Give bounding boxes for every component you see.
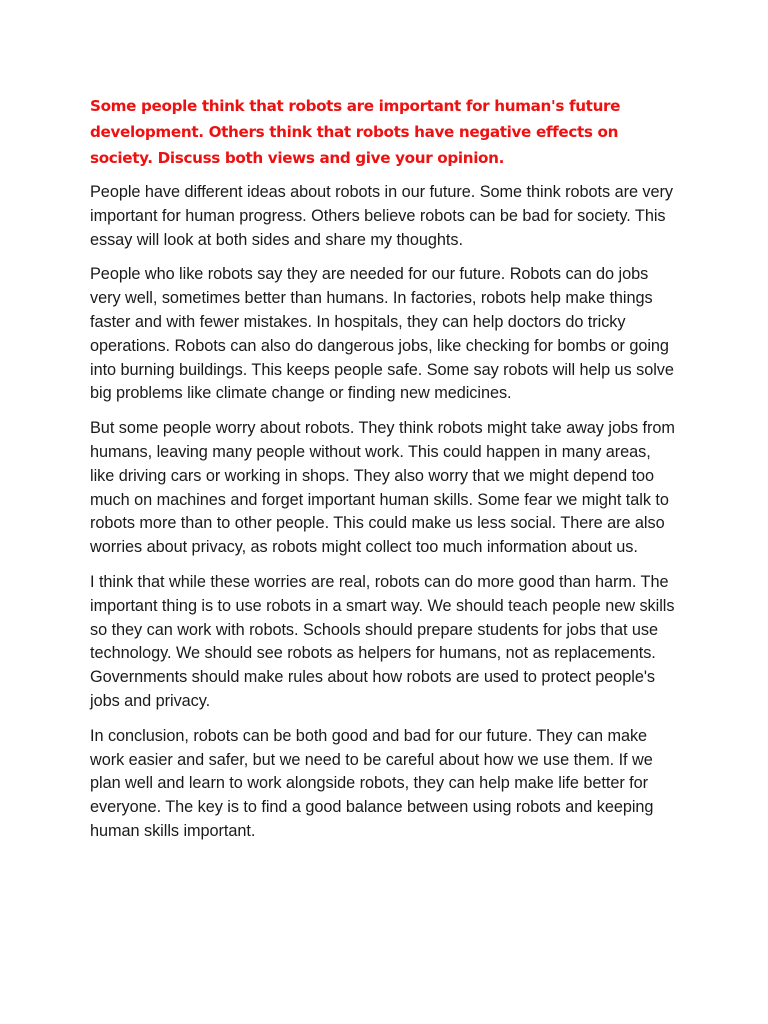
essay-paragraph-introduction: People have different ideas about robots in our future. Some think robots are very important for human progress. Others believe robots can be bad for society. This essay will look at both sides and share my thoughts. xyxy=(90,183,673,249)
essay-paragraph-opinion: I think that while these worries are real, robots can do more good than harm. The important thing is to use robots in a smart way. We should teach people new skills so they can work with robots. Schools should prepare students for jobs that use technology. We should see robots as helpers for humans, not as replacements. Governments should make rules about how robots are used to protect people's jobs and privacy. xyxy=(90,572,675,710)
essay-prompt: Some people think that robots are important for human's future development. Others think that robots have negative effects on society. Discuss both views and give your opinion. xyxy=(90,97,621,167)
essay-paragraph-positive-view: People who like robots say they are needed for our future. Robots can do jobs very well, sometimes better than humans. In factories, robots help make things faster and with fewer mistakes. In hospitals, they can help doctors do tricky operations. Robots can also do dangerous jobs, like checking for bombs or going into burning buildings. This keeps people safe. Some say robots will help us solve big problems like climate change or finding new medicines. xyxy=(90,265,674,403)
essay-paragraph-conclusion: In conclusion, robots can be both good and bad for our future. They can make work easier and safer, but we need to be careful about how we use them. If we plan well and learn to work alongside robots, they can help make life better for everyone. The key is to find a good balance between using robots and keeping human skills important. xyxy=(90,726,654,840)
essay-paragraph-negative-view: But some people worry about robots. They think robots might take away jobs from humans, leaving many people without work. This could happen in many areas, like driving cars or working in shops. They also worry that we might depend too much on machines and forget important human skills. Some fear we might talk to robots more than to other people. This could make us less social. There are also worries about privacy, as robots might collect too much information about us. xyxy=(90,419,675,557)
